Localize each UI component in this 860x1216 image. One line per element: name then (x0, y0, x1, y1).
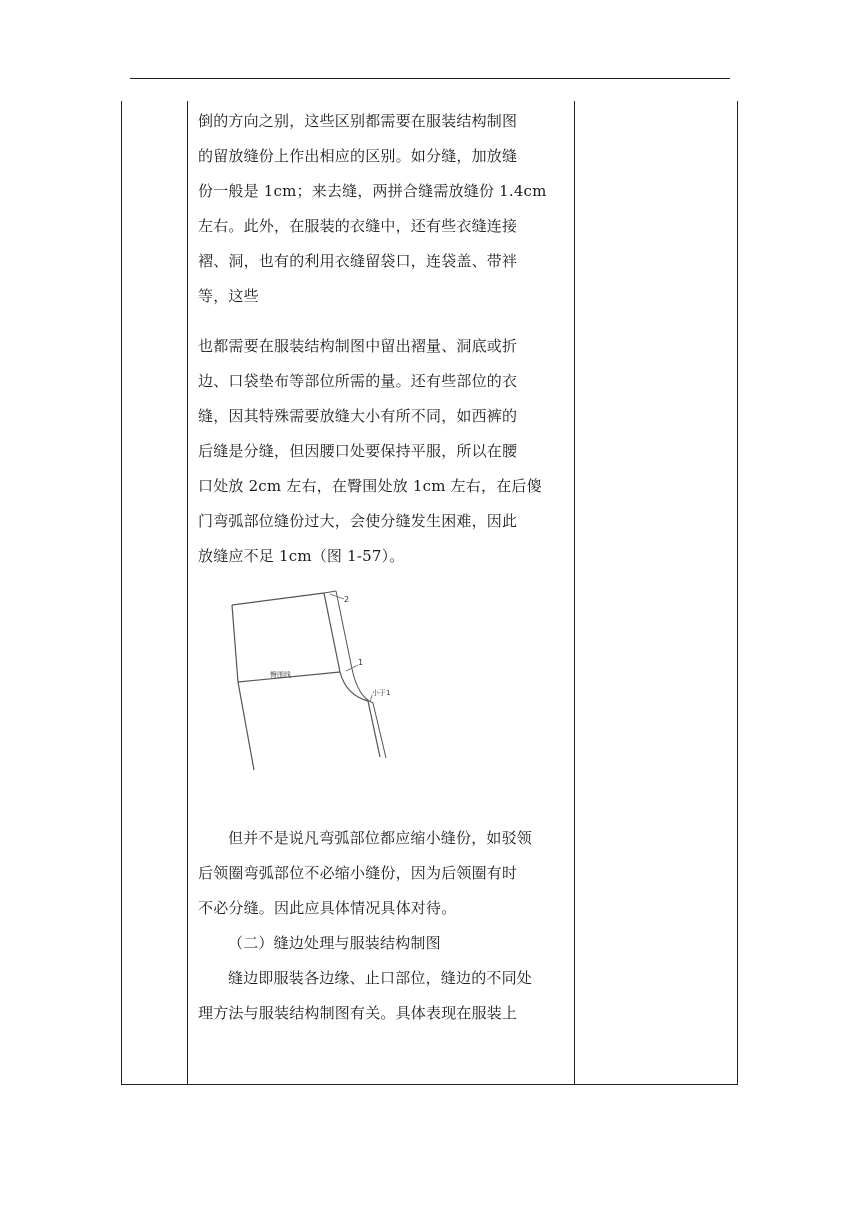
section-heading-text: （二）缝边处理与服装结构制图 (228, 934, 441, 952)
text-line: 左右。此外，在服装的衣缝中，还有些衣缝连接 (198, 217, 518, 235)
text-line: 理方法与服装结构制图有关。具体表现在服装上 (198, 1004, 518, 1022)
paragraph-curved-seams (198, 821, 574, 926)
allowance-crotch (352, 669, 373, 703)
text-line: 后领圈弯弧部位不必缩小缝份，因为后领圈有时 (198, 864, 518, 882)
text-line: 口处放 2cm 左右，在臀围处放 1cm 左右，在后傻 (198, 477, 542, 495)
label-2: 2 (344, 595, 350, 604)
main-text-cell (198, 104, 574, 1031)
label-less-than-1: 小于1 (372, 689, 391, 697)
table-column-divider-1 (187, 101, 188, 1085)
text-line: 也都需要在服装结构制图中留出褶量、洞底或折 (198, 337, 518, 355)
trouser-back-pattern-drawing (212, 585, 432, 775)
label-1: 1 (358, 658, 364, 667)
text-line: 的留放缝份上作出相应的区别。如分缝，加放缝 (198, 147, 518, 165)
text-line: 缝，因其特殊需要放缝大小有所不同，如西裤的 (198, 407, 518, 425)
text-line: 缝边即服装各边缘、止口部位，缝边的不同处 (228, 969, 533, 987)
back-rise-line (324, 593, 340, 672)
paragraph-edge-finishing (198, 961, 574, 1031)
text-line: 不必分缝。因此应具体情况具体对待。 (198, 899, 457, 917)
text-line: 倒的方向之别，这些区别都需要在服装结构制图 (198, 112, 518, 130)
hip-line-label: 臀围线 (270, 671, 291, 679)
text-line: 份一般是 1cm；来去缝，两拼合缝需放缝份 1.4cm (198, 182, 547, 200)
text-line: 但并不是说凡弯弧部位都应缩小缝份，如驳领 (228, 829, 533, 847)
trouser-seam-figure (212, 585, 432, 775)
text-line: 等，这些 (198, 287, 259, 305)
allowance-waist (324, 591, 336, 593)
table-border-right (737, 101, 738, 1085)
allowance-inseam (373, 703, 386, 758)
table-border-bottom (121, 1084, 738, 1085)
table-column-divider-2 (574, 101, 575, 1085)
paragraph-seam-allowance-2 (198, 329, 574, 574)
section-heading (198, 926, 574, 961)
header-rule (130, 78, 730, 79)
paragraph-seam-allowance-1 (198, 104, 574, 314)
side-seam-upper (232, 605, 238, 682)
table-border-left (121, 101, 122, 1085)
text-line: 门弯弧部位缝份过大，会使分缝发生困难，因此 (198, 512, 518, 530)
side-seam-lower (238, 682, 254, 770)
text-line: 褶、洞，也有的利用衣缝留袋口，连袋盖、带袢 (198, 252, 518, 270)
text-line: 后缝是分缝，但因腰口处要保持平服，所以在腰 (198, 442, 518, 460)
text-line: 放缝应不足 1cm（图 1-57）。 (198, 547, 405, 565)
text-line: 边、口袋垫布等部位所需的量。还有些部位的衣 (198, 372, 518, 390)
waist-line (232, 593, 324, 605)
